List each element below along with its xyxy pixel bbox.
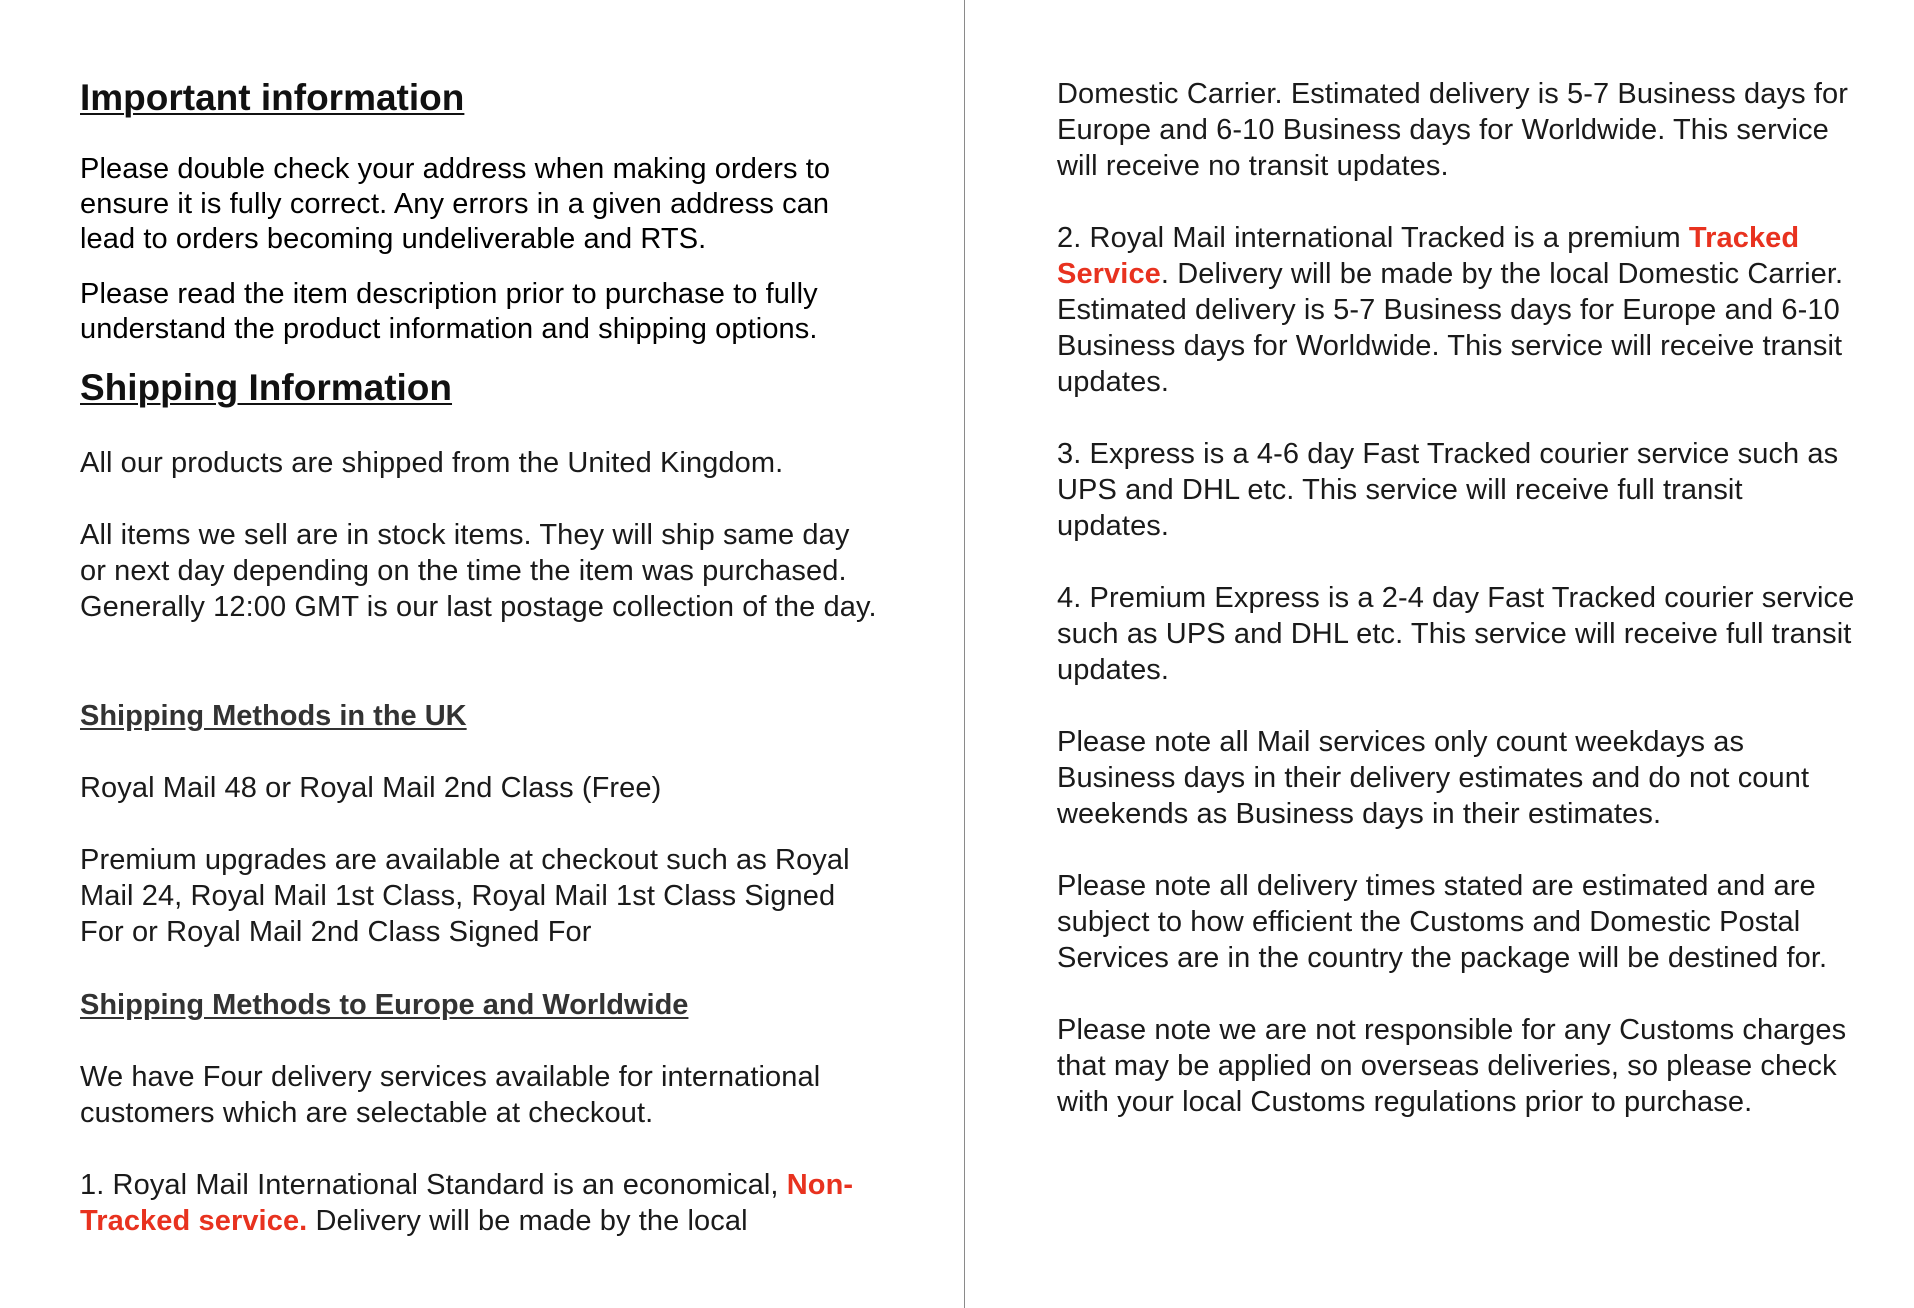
note-customs xyxy=(1057,1012,1857,1120)
service-2-paragraph xyxy=(1057,220,1857,400)
important-heading-text: Important information xyxy=(80,77,465,118)
stock-items-paragraph xyxy=(80,517,880,625)
uk-premium-upgrades xyxy=(80,842,880,950)
shipped-from-paragraph xyxy=(80,445,880,481)
service-2-suffix: . Delivery will be made by the local Domestic Carrier. Estimated delivery is 5-7 Business days for Europe and 6-10 Business days for Worldwide. This service will receive transit updates. xyxy=(1057,258,1844,398)
important-p1-text: Please double check your address when making orders to ensure it is fully correct. Any errors in a given address can lead to orders becoming undeliverable and RTS. xyxy=(80,153,831,255)
important-p2-text: Please read the item description prior to purchase to fully understand the product information and shipping options. xyxy=(80,278,818,345)
intl-intro-paragraph xyxy=(80,1059,880,1131)
shipped-from-text: All our products are shipped from the United Kingdom. xyxy=(80,447,784,479)
page-divider xyxy=(964,0,965,1308)
intl-methods-heading xyxy=(80,987,880,1023)
note-estimates xyxy=(1057,868,1857,976)
service-4-paragraph xyxy=(1057,580,1857,688)
service-1-continuation xyxy=(1057,76,1857,184)
stock-items-text: All items we sell are in stock items. They will ship same day or next day depending on the time the item was purchased. Generally 12:00 GMT is our last postage collection of the day. xyxy=(80,519,877,623)
important-paragraph-description xyxy=(80,277,880,347)
service-1-highlight: Non-Tracked service. xyxy=(80,1169,854,1237)
uk-heading-text: Shipping Methods in the UK xyxy=(80,700,467,732)
service-1-cont-text: Domestic Carrier. Estimated delivery is 5-7 Business days for Europe and 6-10 Business days for Worldwide. This service will receive no transit updates. xyxy=(1057,78,1848,182)
service-4-text: 4. Premium Express is a 2-4 day Fast Tracked courier service such as UPS and DHL etc. This service will receive full transit updates. xyxy=(1057,582,1855,686)
service-1-suffix: Delivery will be made by the local xyxy=(307,1205,748,1237)
shipping-information-heading xyxy=(80,366,880,410)
service-2-prefix: 2. Royal Mail international Tracked is a premium xyxy=(1057,222,1689,254)
important-information-heading xyxy=(80,76,880,120)
shipping-heading-text: Shipping Information xyxy=(80,367,453,408)
service-1-prefix: 1. Royal Mail International Standard is an economical, xyxy=(80,1169,787,1201)
uk-premium-text: Premium upgrades are available at checkout such as Royal Mail 24, Royal Mail 1st Class, Royal Mail 1st Class Signed For or Royal Mail 2nd Class Signed For xyxy=(80,844,850,948)
uk-default-text: Royal Mail 48 or Royal Mail 2nd Class (Free) xyxy=(80,772,662,804)
service-3-paragraph xyxy=(1057,436,1857,544)
service-2-highlight: Tracked Service xyxy=(1057,222,1800,290)
note-customs-text: Please note we are not responsible for any Customs charges that may be applied on overseas deliveries, so please check with your local Customs regulations prior to purchase. xyxy=(1057,1014,1847,1118)
uk-default-method xyxy=(80,770,880,806)
service-1-text xyxy=(80,1167,880,1239)
note-business-days-text: Please note all Mail services only count weekdays as Business days in their delivery estimates and do not count weekends as Business days in their estimates. xyxy=(1057,726,1810,830)
intl-intro-text: We have Four delivery services available for international customers which are selectable at checkout. xyxy=(80,1061,821,1129)
note-business-days xyxy=(1057,724,1857,832)
service-1-paragraph xyxy=(80,1167,880,1239)
service-3-text: 3. Express is a 4-6 day Fast Tracked courier service such as UPS and DHL etc. This service will receive full transit updates. xyxy=(1057,438,1839,542)
intl-heading-text: Shipping Methods to Europe and Worldwide xyxy=(80,989,689,1021)
note-estimates-text: Please note all delivery times stated are estimated and are subject to how efficient the Customs and Domestic Postal Services are in the country the package will be destined for. xyxy=(1057,870,1828,974)
uk-methods-heading xyxy=(80,698,880,734)
service-2-text xyxy=(1057,220,1857,400)
important-paragraph-address xyxy=(80,152,880,257)
